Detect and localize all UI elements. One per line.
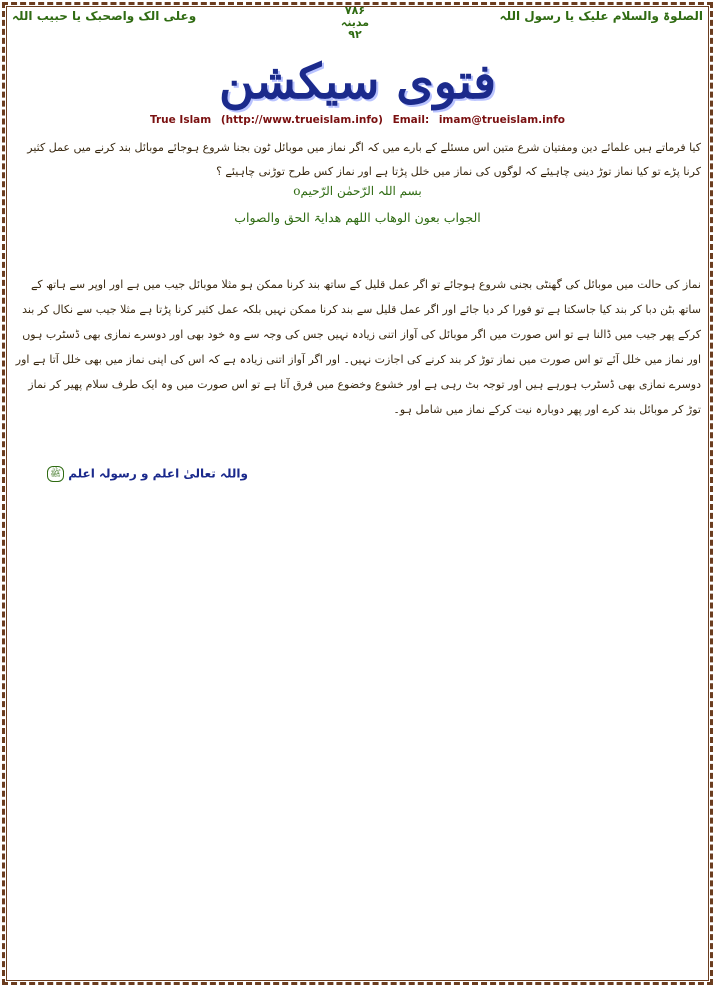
site-info-line: [0, 114, 715, 126]
question-text: کیا فرماتے ہیں علمائے دین ومفتیان شرع متین اس مسئلے کے بارے میں کہ اگر نماز میں موبائل ٹون بجنا شروع ہوجائے موبائل بند کرنے میں عمل کثیر کرنا پڑے تو کیا نماز توڑ دینی چاہیئے کہ لوگوں کی نماز میں خلل پڑتا ہے اور نماز کس طرح توڑنی چاہیئے ؟: [27, 141, 701, 178]
email-link[interactable]: imam@trueislam.info: [438, 114, 566, 126]
header-salutation-left: وعلی الک واصحبک یا حبیب اللہ: [12, 9, 197, 23]
site-name: True Islam: [149, 114, 212, 126]
page-title: فتوی سیکشن: [218, 54, 497, 110]
salutation-seal-icon: ﷺ: [47, 466, 64, 482]
header-salutation-right: الصلوۃ والسلام علیک یا رسول اللہ: [499, 9, 703, 23]
header-92: ۹۲: [348, 28, 362, 41]
site-url-link[interactable]: (http://www.trueislam.info): [220, 114, 383, 126]
closing-line: [0, 466, 248, 482]
bismillah: بسم اللہ الرّحمٰن الرّحیمo: [293, 184, 422, 198]
closing-text: واللہ تعالیٰ اعلم و رسولہ اعلم: [68, 466, 248, 481]
header-786: ۷۸۶: [344, 4, 366, 17]
header-center-numbers: [330, 5, 380, 41]
email-label: Email:: [392, 114, 430, 126]
header-madina: مدینہ: [340, 16, 370, 29]
answer-heading: الجواب بعون الوھاب اللھم ھدایۃ الحق والصواب: [234, 210, 481, 225]
answer-text: نماز کی حالت میں موبائل کی گھنٹی بجنی شروع ہوجائے تو اگر عمل قلیل کے ساتھ بند کرنا ممکن ہو مثلا موبائل جیب میں ہے اور اوپر سے ہاتھ کے ساتھ بٹن دبا کر بند کیا جاسکتا ہے تو فورا کر دیا جائے اور اگر عمل قلیل سے بند کرنا ممکن نہیں بلکہ عمل کثیر کرنا پڑتا ہے مثلا جیب سے نکال کر بند کرکے پھر جیب میں ڈالنا ہے تو اس صورت میں اگر موبائل کی آواز اتنی زیادہ نہیں جس کی وجہ سے وہ خود بھی اور دوسرے نمازی بھی ڈسٹرب ہوں اور نماز میں خلل آئے تو اس صورت میں نماز توڑ کر بند کرنے کی اجازت نہیں۔ اور اگر آواز اتنی زیادہ ہے کہ اس کی اپنی نماز میں بھی خلل آتا ہے اور دوسرے نمازی بھی ڈسٹرب ہورہے ہیں اور توجہ بٹ رہی ہے اور خشوع وخضوع میں فرق آتا ہے تو اس صورت میں وہ ایک طرف سلام پھیر کر نماز توڑ کر موبائل بند کرے اور پھر دوبارہ نیت کرکے نماز میں شامل ہو۔: [15, 278, 701, 416]
